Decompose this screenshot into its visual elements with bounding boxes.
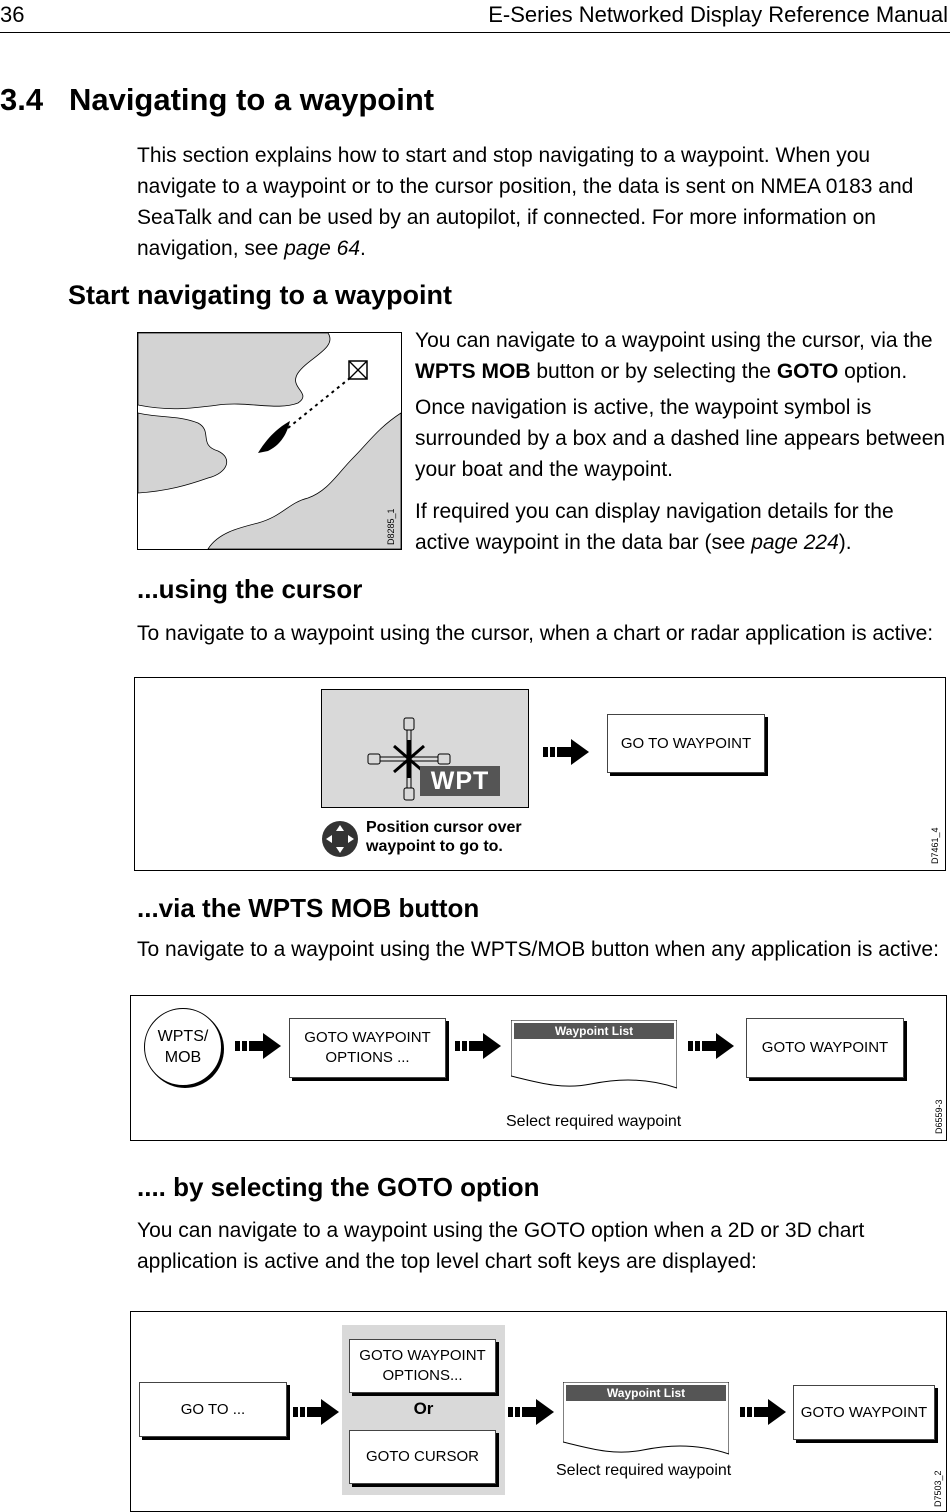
- waypoint-list-panel[interactable]: [511, 1020, 677, 1090]
- wpts-caption: Select required waypoint: [506, 1113, 682, 1130]
- start-paragraph-1: You can navigate to a waypoint using the cursor, via the WPTS MOB button or by selecting the GOTO option.: [415, 329, 933, 383]
- figure-code: D7461_4: [930, 827, 940, 864]
- arrow-icon: [293, 1397, 341, 1427]
- arrow-icon: [235, 1031, 283, 1061]
- land-west: [138, 413, 227, 493]
- waypoint-list-title: Waypoint List: [566, 1385, 726, 1401]
- goto-waypoint-button[interactable]: GOTO WAYPOINT: [746, 1018, 904, 1078]
- goto-caption: Select required waypoint: [556, 1462, 732, 1479]
- goto-waypoint-button[interactable]: GOTO WAYPOINT: [793, 1385, 935, 1440]
- section-heading: [0, 82, 434, 118]
- land-south: [208, 413, 401, 549]
- chart-map-svg: [138, 333, 401, 549]
- page-number: 36: [0, 2, 25, 27]
- start-paragraph-3: If required you can display navigation details for the active waypoint in the data bar (see page 224).: [415, 500, 894, 554]
- goto-text: You can navigate to a waypoint using the GOTO option when a 2D or 3D chart application is active and the top level chart soft keys are displayed:: [137, 1219, 865, 1273]
- figure-code: D8285_1: [386, 508, 396, 545]
- goto-heading: .... by selecting the GOTO option: [137, 1172, 540, 1202]
- section-title: Navigating to a waypoint: [68, 82, 435, 117]
- wpt-label: WPT: [420, 766, 500, 796]
- arrow-icon: [455, 1031, 503, 1061]
- intro-paragraph: This section explains how to start and stop navigating to a waypoint. When you navigate to a waypoint or to the cursor position, the data is sent on NMEA 0183 and SeaTalk and can be used by an autopilot, if connected. For more information on navigation, see page 64.: [137, 144, 914, 260]
- arrow-icon: [508, 1397, 556, 1427]
- section-number: 3.4: [0, 82, 44, 117]
- go-to-waypoint-button[interactable]: GO TO WAYPOINT: [607, 714, 765, 773]
- goto-cursor-button[interactable]: GOTO CURSOR: [349, 1430, 496, 1484]
- chart-illustration: [137, 332, 402, 550]
- wpts-heading: ...via the WPTS MOB button: [137, 893, 480, 923]
- boat-icon: [258, 421, 290, 453]
- trackpad-icon: [321, 820, 359, 858]
- cursor-text: To navigate to a waypoint using the cursor, when a chart or radar application is active:: [137, 622, 934, 645]
- wpts-text: To navigate to a waypoint using the WPTS/MOB button when any application is active:: [137, 938, 939, 961]
- or-label: Or: [413, 1399, 434, 1418]
- cursor-instruction: Position cursor over waypoint to go to.: [366, 819, 522, 855]
- cursor-screen: [321, 689, 529, 808]
- start-heading: Start navigating to a waypoint: [68, 280, 453, 310]
- header-rule: [0, 32, 950, 33]
- cursor-heading: ...using the cursor: [137, 574, 363, 604]
- waypoint-list-panel[interactable]: [563, 1382, 729, 1457]
- wpts-figure: [130, 995, 947, 1141]
- land-north: [138, 333, 330, 409]
- goto-waypoint-options-button[interactable]: GOTO WAYPOINT OPTIONS ...: [289, 1018, 446, 1078]
- page-224-link[interactable]: page 224: [751, 531, 839, 554]
- cursor-figure: [134, 677, 946, 871]
- figure-code: D7503_2: [933, 1470, 943, 1507]
- intro-page-link[interactable]: page 64: [284, 237, 361, 260]
- manual-title: E-Series Networked Display Reference Manual: [488, 2, 948, 27]
- arrow-icon: [543, 737, 591, 767]
- goto-options-group: [342, 1325, 505, 1495]
- arrow-icon: [740, 1397, 788, 1427]
- arrow-icon: [688, 1031, 736, 1061]
- go-to-button[interactable]: GO TO ...: [139, 1382, 287, 1437]
- figure-code: D6559-3: [934, 1099, 944, 1134]
- wpts-mob-key[interactable]: WPTS/ MOB: [144, 1008, 222, 1086]
- start-paragraph-2: Once navigation is active, the waypoint symbol is surrounded by a box and a dashed line appears between your boat and the waypoint.: [415, 396, 946, 481]
- goto-figure: [130, 1311, 947, 1512]
- goto-waypoint-options-button[interactable]: GOTO WAYPOINT OPTIONS...: [349, 1339, 496, 1393]
- waypoint-list-title: Waypoint List: [514, 1023, 674, 1039]
